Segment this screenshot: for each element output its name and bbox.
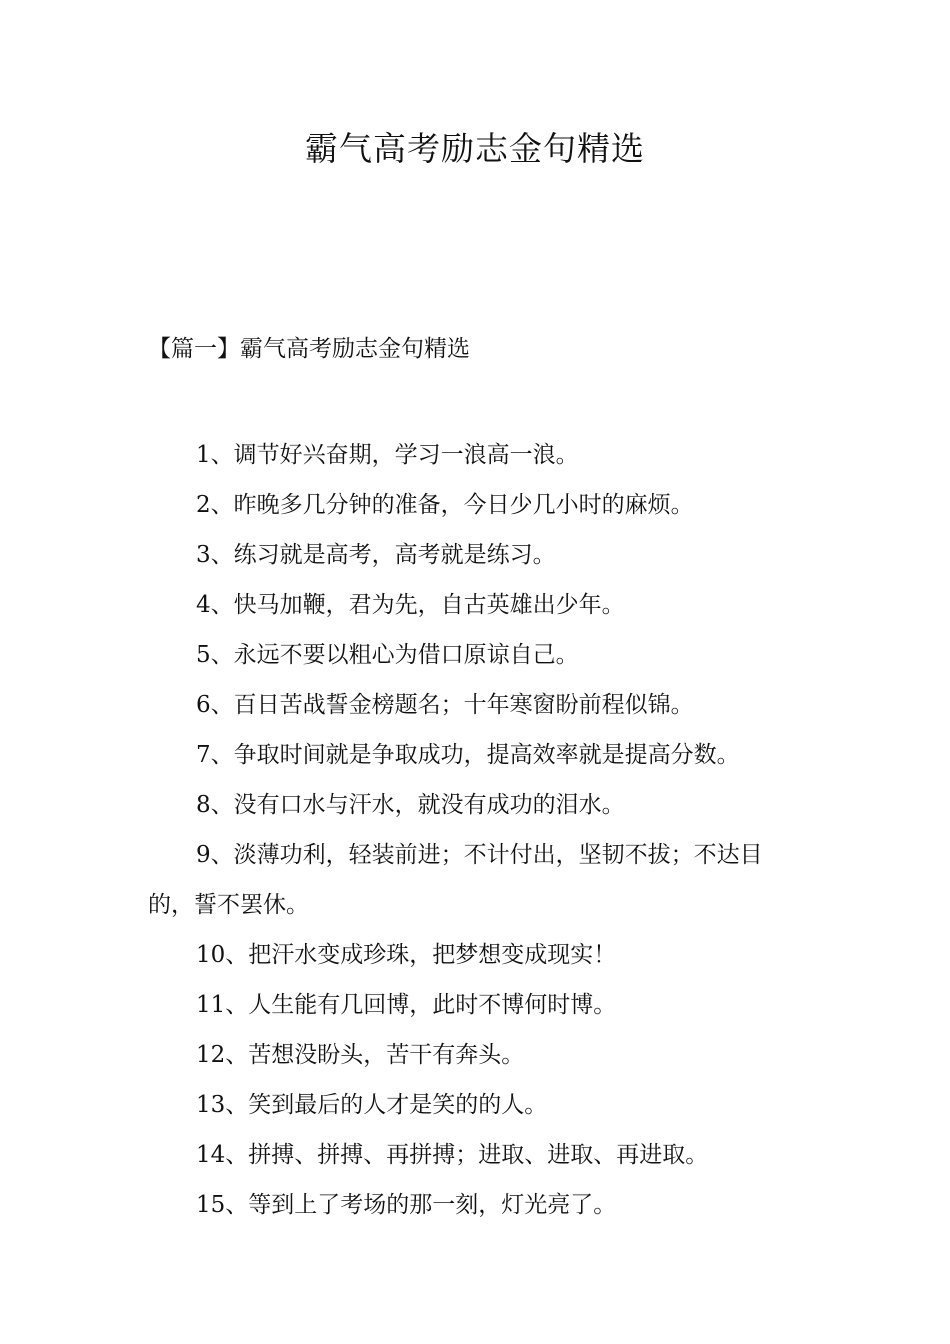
quote-item: 5、永远不要以粗心为借口原谅自己。 [196,642,579,668]
quote-item: 4、快马加鞭，君为先，自古英雄出少年。 [196,592,625,618]
quote-item: 7、争取时间就是争取成功，提高效率就是提高分数。 [196,742,740,768]
page-title: 霸气高考励志金句精选 [305,129,645,168]
quote-item: 1、调节好兴奋期，学习一浪高一浪。 [196,442,579,468]
quote-item: 3、练习就是高考，高考就是练习。 [196,542,556,568]
quote-item: 12、苦想没盼头，苦干有奔头。 [196,1042,525,1068]
quote-list [148,430,808,1230]
quote-item: 14、拼搏、拼搏、再拼搏；进取、进取、再进取。 [196,1142,709,1168]
quote-item: 9、淡薄功利，轻装前进；不计付出，坚韧不拔；不达目的，誓不罢休。 [148,842,763,918]
quote-item: 8、没有口水与汗水，就没有成功的泪水。 [196,792,625,818]
section-heading: 【篇一】霸气高考励志金句精选 [148,336,470,362]
quote-item: 2、昨晚多几分钟的准备，今日少几小时的麻烦。 [196,492,694,518]
quote-item: 15、等到上了考场的那一刻，灯光亮了。 [196,1192,617,1218]
quote-item: 11、人生能有几回博，此时不博何时博。 [196,992,617,1018]
quote-item: 10、把汗水变成珍珠，把梦想变成现实！ [196,942,617,968]
quote-item: 6、百日苦战誓金榜题名；十年寒窗盼前程似锦。 [196,692,694,718]
quote-item: 13、笑到最后的人才是笑的的人。 [196,1092,548,1118]
